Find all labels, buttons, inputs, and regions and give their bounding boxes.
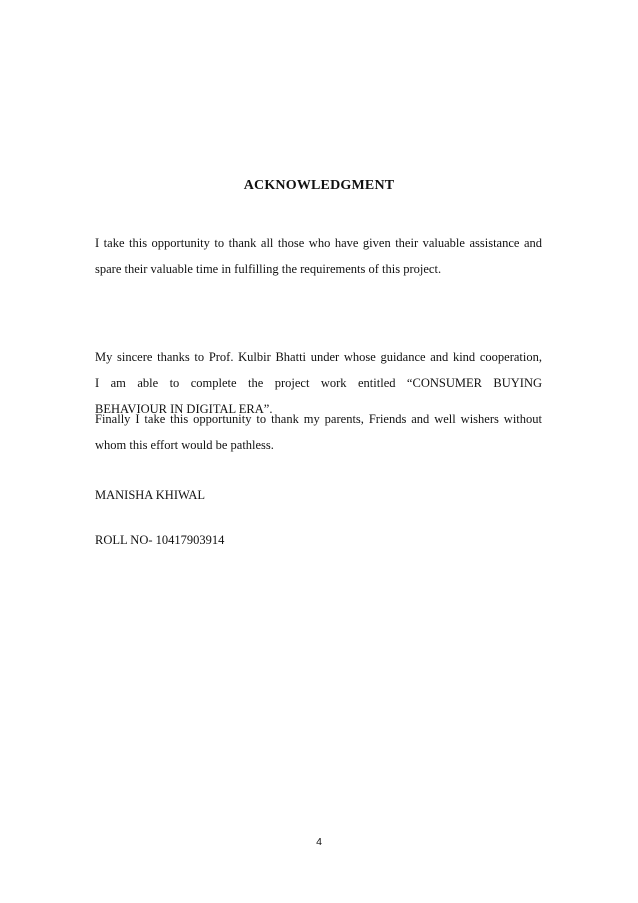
paragraph-line: BEHAVIOUR IN DIGITAL ERA”.	[95, 402, 273, 416]
paragraph-1	[95, 230, 542, 282]
paragraph-line: whom this effort would be pathless.	[95, 438, 274, 452]
paragraph-line: My sincere thanks to Prof. Kulbir Bhatti under whose guidance and kind cooperation,	[95, 350, 542, 364]
page-number: 4	[316, 836, 322, 848]
paragraph-line: I take this opportunity to thank all those who have given their valuable assistance and	[95, 236, 542, 250]
page-title: ACKNOWLEDGMENT	[243, 178, 395, 193]
paragraph-line: Finally I take this opportunity to thank my parents, Friends and well wishers without	[95, 412, 542, 426]
roll-number: ROLL NO- 10417903914	[95, 533, 225, 547]
paragraph-line: I am able to complete the project work entitled “CONSUMER BUYING	[95, 376, 542, 390]
paragraph-3	[95, 406, 542, 458]
author-name: MANISHA KHIWAL	[95, 488, 206, 502]
paragraph-line: spare their valuable time in fulfilling the requirements of this project.	[95, 262, 442, 276]
